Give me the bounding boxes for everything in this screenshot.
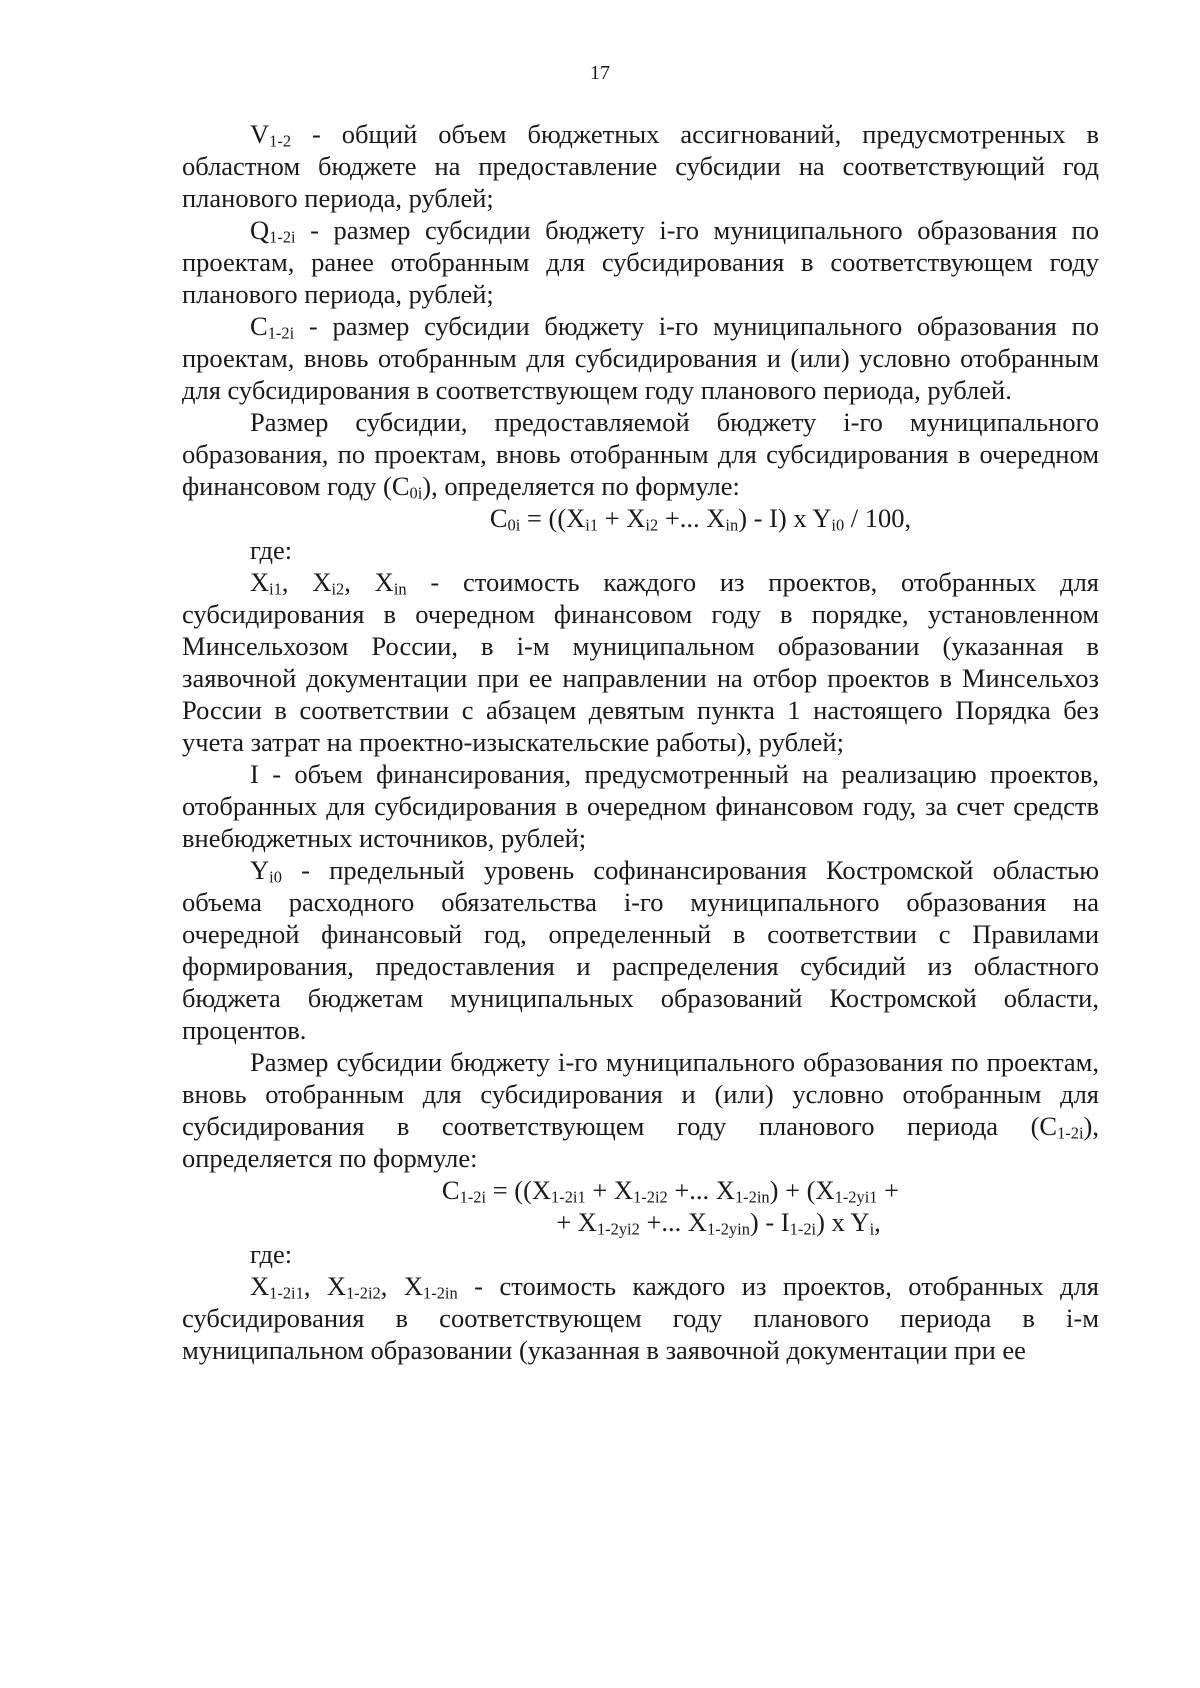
definition-i: I - объем финансирования, предусмотренный на реализацию проектов, отобранных для субсидирования в очередном финансовом году, за счет средств внебюджетных источников, рублей; <box>182 759 1099 853</box>
formula-part: ) x Y <box>816 1207 870 1237</box>
term-x: , X <box>303 1271 347 1301</box>
term-c: C <box>250 311 268 341</box>
definition-xi <box>182 566 1099 758</box>
where-label: где: <box>250 1239 293 1269</box>
formula-part: + <box>877 1175 900 1205</box>
term-c-subscript: 1-2i <box>267 323 295 343</box>
definition-text: - общий объем бюджетных ассигнований, предусмотренных в областном бюджете на предоставление субсидии на соответствующий год планового периода, рублей; <box>182 119 1099 213</box>
term-y: Y <box>250 855 270 885</box>
term-v-subscript: 1-2 <box>269 131 292 151</box>
term-x: X <box>250 1271 270 1301</box>
formula-part: ) - I) x Y <box>738 503 832 533</box>
term-v: V <box>250 119 270 149</box>
term-x: , X <box>380 1271 424 1301</box>
paragraph-subscript: 0i <box>409 483 423 503</box>
term-x: , X <box>344 567 394 597</box>
definition-text: - стоимость каждого из проектов, отобранных для субсидирования в соответствующем году планового периода в i-м муниципальном образовании (указанная в заявочной документации при ее <box>182 1271 1099 1365</box>
definition-v12 <box>182 118 1099 214</box>
formula-part: + X <box>585 1175 634 1205</box>
formula-part: + X <box>556 1207 597 1237</box>
formula-subscript: 1-2yin <box>707 1219 750 1239</box>
formula-subscript: i <box>869 1219 875 1239</box>
document-body <box>182 118 1099 1366</box>
formula-part: = ((X <box>520 503 586 533</box>
formula-part: C <box>441 1175 460 1205</box>
term-x: X <box>250 567 270 597</box>
formula-part: + X <box>598 503 646 533</box>
paragraph-subscript: 1-2i <box>1057 1123 1084 1143</box>
term-subscript: 1-2i1 <box>269 1283 304 1303</box>
formula-c0i <box>182 502 1099 534</box>
formula-subscript: i1 <box>585 515 599 535</box>
definition-text: - размер субсидии бюджету i-го муниципального образования по проектам, вновь отобранным для субсидирования и (или) условно отобранным для субсидирования в соответствующем году планового периода, рублей. <box>182 311 1099 405</box>
term-subscript: 1-2in <box>423 1283 458 1303</box>
term-q-subscript: 1-2i <box>269 227 296 247</box>
formula-subscript: 1-2i <box>789 1219 817 1239</box>
definition-text: - размер субсидии бюджету i-го муниципального образования по проектам, ранее отобранным для субсидирования в соответствующем году планового периода, рублей; <box>182 215 1099 309</box>
formula-part: , <box>874 1207 881 1237</box>
formula-subscript: i2 <box>645 515 659 535</box>
formula-subscript: 1-2i1 <box>551 1187 586 1207</box>
definition-x12i <box>182 1270 1099 1366</box>
formula-subscript: i0 <box>831 515 845 535</box>
term-subscript: i1 <box>269 579 282 599</box>
formula-part: +... X <box>639 1207 708 1237</box>
term-q: Q <box>250 215 270 245</box>
formula-part: = ((X <box>486 1175 552 1205</box>
formula-subscript: 1-2yi1 <box>834 1187 878 1207</box>
formula-part: C <box>489 503 508 533</box>
definition-c12i <box>182 310 1099 406</box>
term-subscript: i2 <box>331 579 345 599</box>
formula-subscript: 1-2i <box>459 1187 487 1207</box>
formula-line-1 <box>442 1175 899 1205</box>
paragraph-text: Размер субсидии бюджету i-го муниципального образования по проектам, вновь отобранным для субсидирования и (или) условно отобранным для субсидирования в соответствующем году планового периода (C <box>182 1047 1099 1141</box>
term-y-subscript: i0 <box>269 867 282 887</box>
definition-text: - предельный уровень софинансирования Костромской областью объема расходного обязательства i-го муниципального образования на очередной финансовый год, определенный в соответствии с Правилами формирования, предоставления и распределения субсидий из областного бюджета бюджетам муниципальных образований Костромской области, процентов. <box>182 855 1099 1045</box>
where-label: где: <box>250 535 293 565</box>
formula-line-2 <box>242 1206 1099 1238</box>
formula-subscript: 0i <box>507 515 521 535</box>
term-subscript: in <box>393 579 407 599</box>
formula-part: +... X <box>667 1175 735 1205</box>
definition-q12i <box>182 214 1099 310</box>
formula-c12i <box>182 1174 1099 1238</box>
formula-part: +... X <box>658 503 726 533</box>
paragraph-c0i-intro <box>182 406 1099 502</box>
paragraph-text: ), определяется по формуле: <box>422 471 740 501</box>
formula-part: / 100, <box>844 503 912 533</box>
term-subscript: 1-2i2 <box>346 1283 381 1303</box>
formula-part: ) - I <box>749 1207 790 1237</box>
definition-yi0 <box>182 854 1099 1046</box>
paragraph-text: Размер субсидии, предоставляемой бюджету i-го муниципального образования, по проектам, вновь отобранным для субсидирования в очередном финансовом году (C <box>182 407 1099 501</box>
page-number: 17 <box>590 62 610 84</box>
definition-text: - стоимость каждого из проектов, отобранных для субсидирования в очередном финансовом году в порядке, установленном Минсельхозом России, в i-м муниципальном образовании (указанная в заявочной документации при ее направлении на отбор проектов в Минсельхоз России в соответствии с абзацем девятым пункта 1 настоящего Порядка без учета затрат на проектно-изыскательские работы), рублей; <box>182 567 1099 757</box>
formula-subscript: 1-2i2 <box>633 1187 668 1207</box>
paragraph-text: ), определяется по формуле: <box>182 1111 1099 1173</box>
term-x: , X <box>281 567 332 597</box>
formula-subscript: 1-2in <box>734 1187 770 1207</box>
formula-subscript: in <box>725 515 739 535</box>
formula-subscript: 1-2yi2 <box>596 1219 640 1239</box>
paragraph-c12i-intro <box>182 1046 1099 1174</box>
formula-part: ) + (X <box>769 1175 835 1205</box>
